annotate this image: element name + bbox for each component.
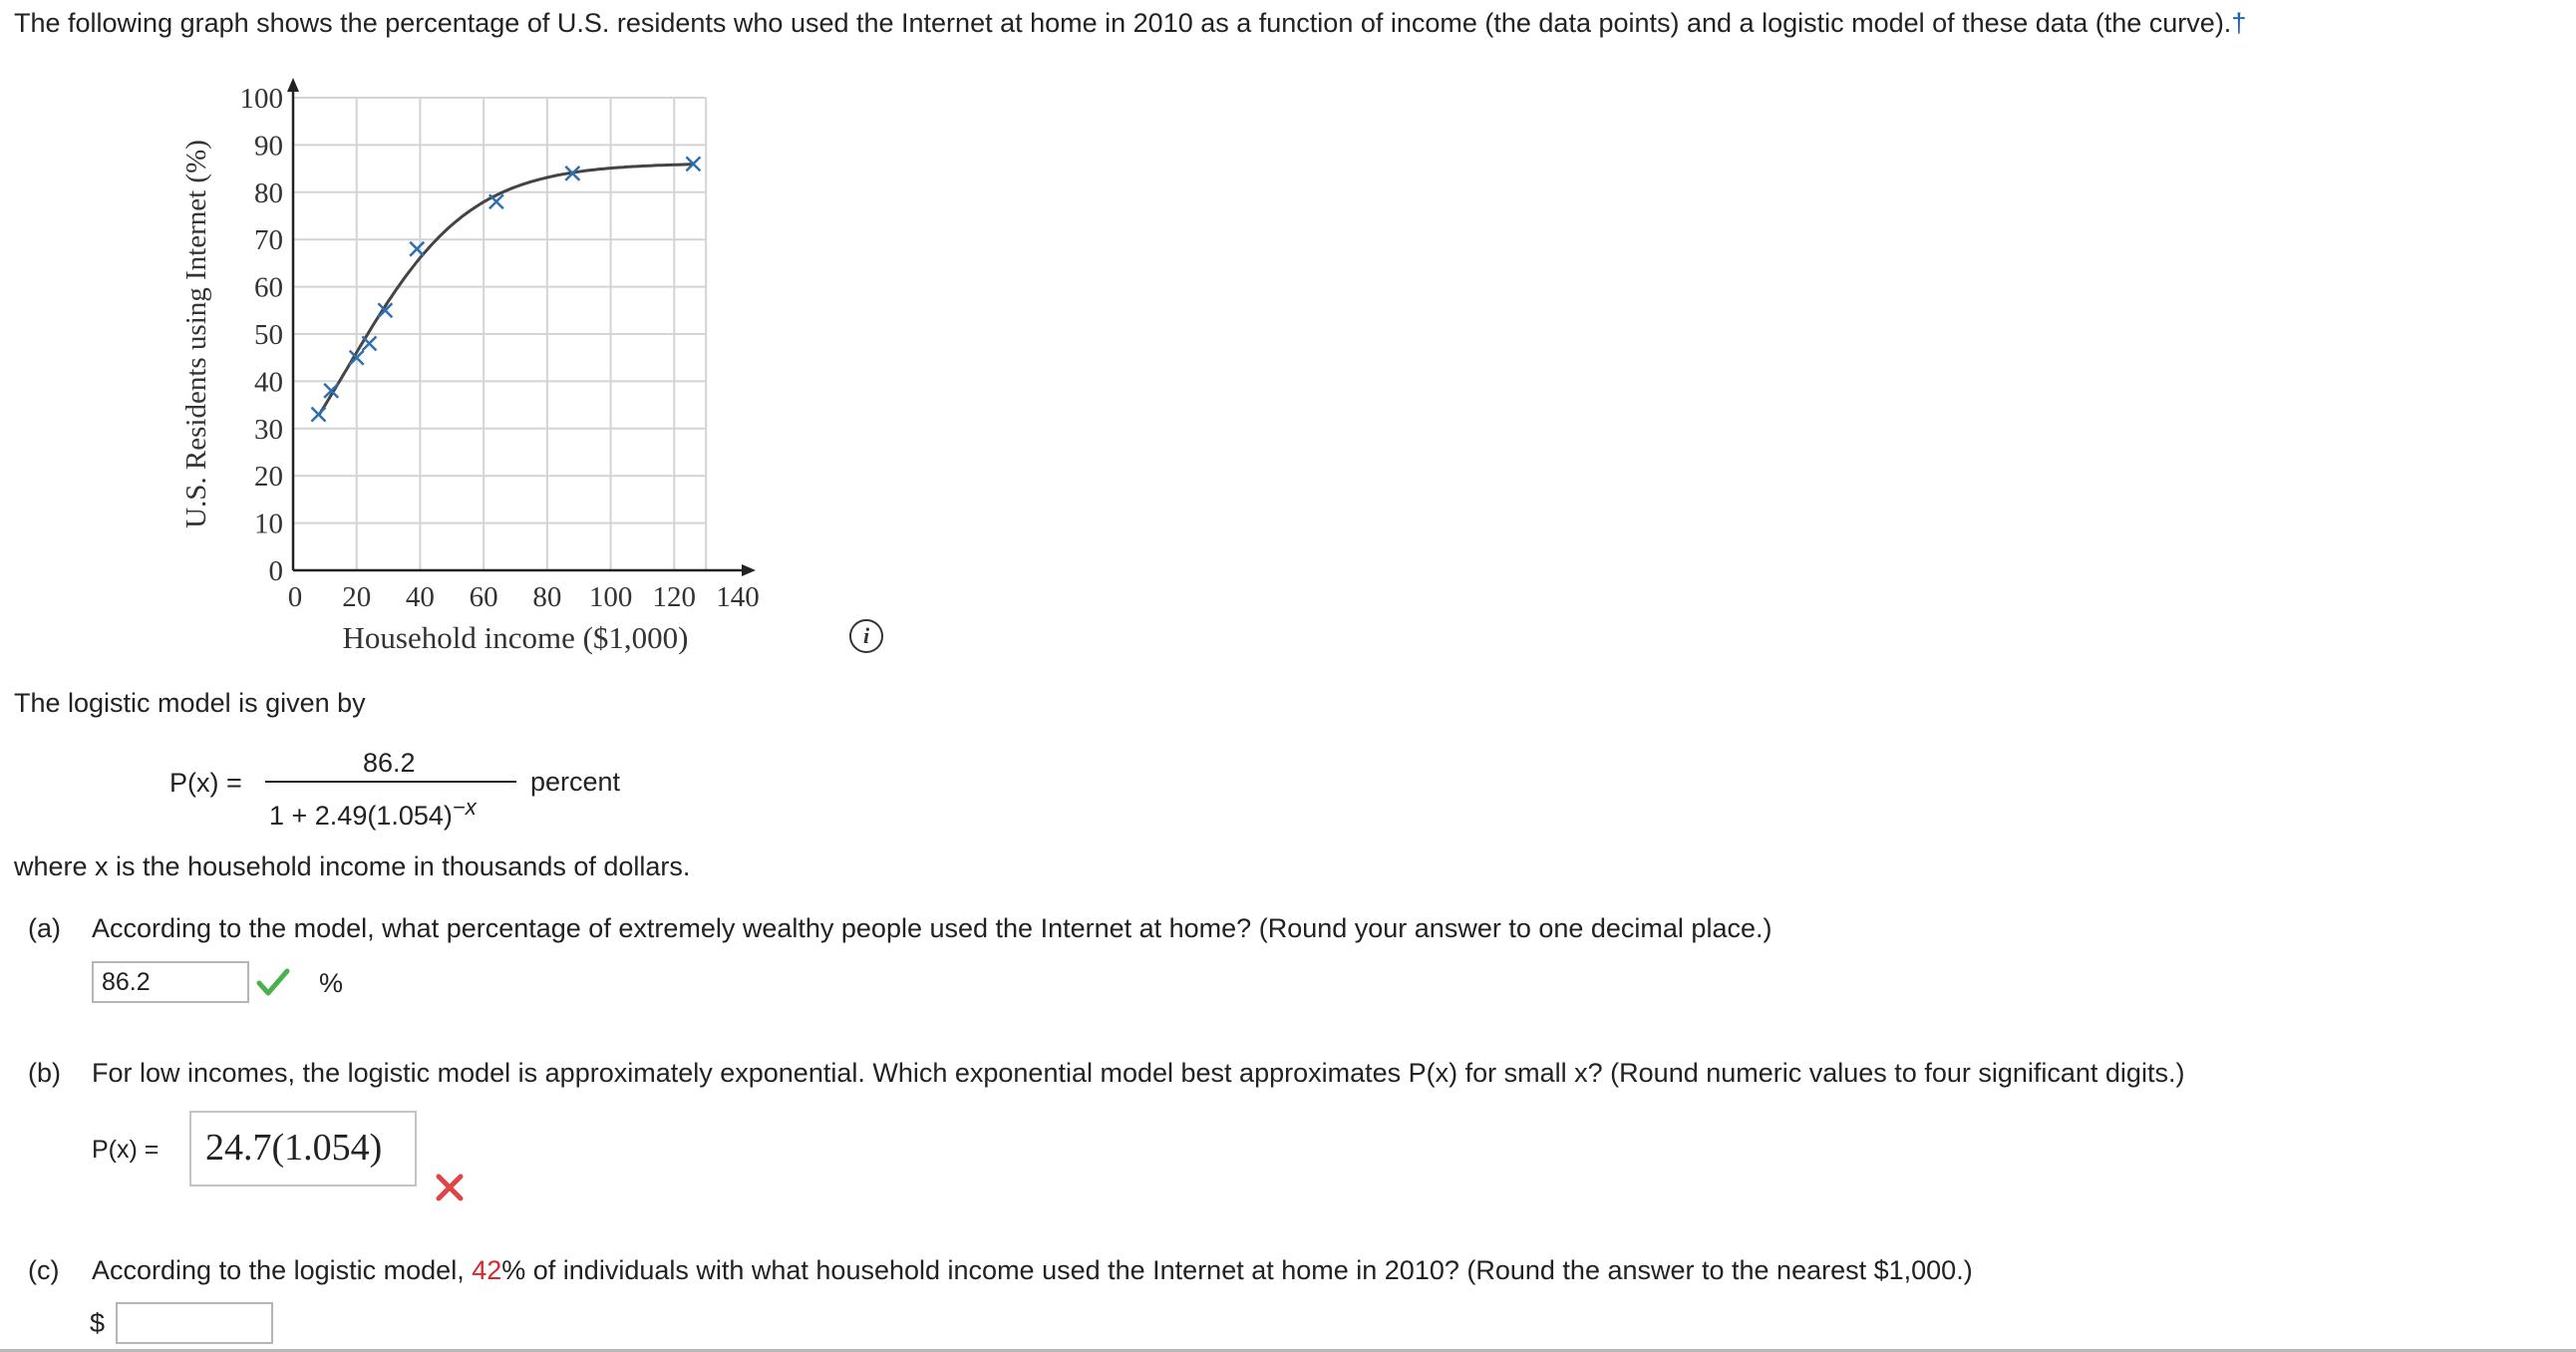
x-axis-label: Household income ($1,000)	[342, 620, 689, 655]
x-tick-label: 100	[588, 581, 633, 613]
data-point	[410, 242, 424, 256]
part-a-question: According to the model, what percentage of extremely wealthy people used the Internet at home? (Round your answer to one decimal place.)	[92, 913, 1772, 943]
x-tick-label: 40	[405, 581, 435, 613]
footnote-dagger[interactable]: †	[2231, 8, 2247, 38]
part-b-question: For low incomes, the logistic model is approximately exponential. Which exponential model best approximates P(x) for small x? (Round numeric values to four significant digits.)	[92, 1058, 2185, 1088]
info-icon[interactable]: i	[849, 619, 883, 653]
y-tick-label: 60	[254, 271, 283, 304]
x-axis-arrow	[742, 564, 756, 576]
x-tick-label: 60	[469, 581, 498, 613]
part-b-label: (b)	[28, 1058, 61, 1088]
part-c-answer-input[interactable]	[116, 1302, 273, 1344]
dollar-sign: $	[90, 1308, 106, 1338]
part-c-question	[92, 1253, 1973, 1287]
model-intro: The logistic model is given by	[14, 688, 366, 718]
part-a-unit: %	[319, 968, 344, 998]
y-tick-label: 20	[254, 461, 283, 494]
model-lhs: P(x) =	[169, 768, 242, 798]
x-tick-label: 80	[532, 581, 562, 613]
part-c-label: (c)	[28, 1255, 60, 1285]
x-tick-label: 20	[342, 581, 372, 613]
y-tick-labels	[240, 83, 284, 587]
x-tick-label: 0	[287, 581, 303, 613]
y-tick-label: 70	[254, 224, 283, 257]
denominator-base: 1 + 2.49(1.054)	[269, 801, 453, 831]
data-point	[362, 336, 376, 350]
fraction-bar	[265, 781, 516, 783]
internet-usage-chart	[169, 70, 867, 668]
model-numerator: 86.2	[363, 748, 416, 778]
y-tick-label: 90	[254, 130, 283, 163]
y-tick-label: 40	[254, 366, 283, 399]
y-tick-label: 50	[254, 319, 283, 351]
part-b-lhs: P(x) =	[92, 1136, 160, 1164]
part-c-question-pre: According to the logistic model,	[92, 1255, 465, 1285]
intro-text	[14, 6, 2246, 40]
model-denominator	[269, 791, 477, 833]
y-axis-arrow	[287, 78, 299, 92]
data-point	[311, 408, 325, 422]
part-a-label: (a)	[28, 913, 61, 943]
model-where: where x is the household income in thousands of dollars.	[14, 851, 691, 881]
denominator-exponent: −x	[452, 795, 477, 820]
y-tick-label: 80	[254, 176, 283, 209]
part-c-highlight: 42	[472, 1255, 502, 1285]
part-a-answer-input[interactable]: 86.2	[92, 961, 249, 1003]
x-tick-labels	[288, 581, 760, 613]
check-icon	[256, 967, 290, 997]
y-tick-label: 0	[268, 555, 283, 587]
part-b-answer-box[interactable]: 24.7(1.054)	[189, 1111, 417, 1186]
y-tick-label: 10	[254, 507, 283, 540]
logistic-curve	[319, 165, 694, 416]
cross-icon	[435, 1173, 465, 1202]
model-unit: percent	[530, 767, 621, 797]
intro-sentence: The following graph shows the percentage of U.S. residents who used the Internet at home in 2010 as a function of income (the data points) and a logistic model of these data (the curve).	[14, 8, 2232, 38]
x-tick-label: 140	[716, 581, 760, 613]
part-c-question-post: % of individuals with what household income used the Internet at home in 2010? (Round the answer to the nearest $1,000.)	[501, 1255, 1973, 1285]
y-tick-label: 100	[239, 83, 283, 115]
y-tick-label: 30	[254, 413, 283, 446]
chart-grid	[293, 98, 706, 570]
y-axis-label: U.S. Residents using Internet (%)	[180, 140, 212, 528]
x-tick-label: 120	[652, 581, 697, 613]
